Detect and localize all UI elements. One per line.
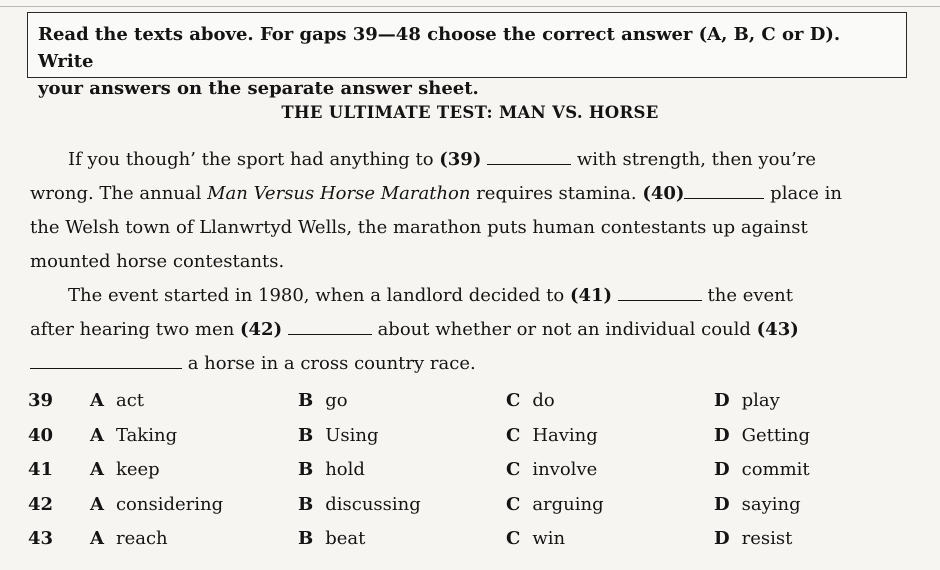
option-row-39 [28, 390, 908, 425]
option-39-b[interactable]: B go [298, 390, 348, 411]
text-title: THE ULTIMATE TEST: MAN VS. HORSE [281, 103, 659, 122]
paragraph-2-line-3: a horse in a cross country race. [30, 347, 925, 381]
option-43-c[interactable]: C win [506, 528, 566, 549]
option-40-c[interactable]: C Having [506, 424, 598, 446]
answer-options [28, 390, 908, 563]
paragraph-1 [30, 143, 925, 279]
option-43-a[interactable]: A reach [90, 528, 168, 549]
gap-41-number: (41) [569, 285, 613, 306]
option-row-43 [28, 528, 908, 563]
gap-40-blank[interactable] [684, 180, 764, 199]
paragraph-1-line-1: If you though’ the sport had anything to (39) with strength, then you’re [30, 143, 925, 177]
option-40-a[interactable]: A Taking [90, 424, 178, 446]
option-43-d[interactable]: D resist [714, 528, 793, 549]
gap-43-blank[interactable] [30, 350, 182, 369]
option-40-d[interactable]: D Getting [714, 424, 810, 446]
question-number: 43 [28, 528, 54, 549]
paragraph-2-line-1: The event started in 1980, when a landlord decided to (41) the event [30, 279, 925, 313]
option-42-a[interactable]: A considering [90, 493, 224, 515]
gap-43-number: (43) [756, 319, 799, 340]
gap-39-number: (39) [439, 149, 482, 170]
gap-42-blank[interactable] [288, 316, 372, 335]
option-42-d[interactable]: D saying [714, 493, 801, 515]
option-row-41 [28, 459, 908, 494]
instruction-line-1: Read the texts above. For gaps 39—48 choose the correct answer (A, B, C or D). Write [38, 24, 841, 72]
question-number: 42 [28, 493, 54, 515]
option-row-40 [28, 425, 908, 460]
question-number: 39 [28, 390, 54, 411]
option-41-c[interactable]: C involve [506, 459, 598, 480]
option-42-b[interactable]: B discussing [298, 493, 421, 515]
marathon-name: Man Versus Horse Marathon [207, 183, 471, 204]
option-39-a[interactable]: A act [90, 390, 145, 411]
question-number: 40 [28, 424, 54, 446]
paragraph-2 [30, 279, 925, 381]
paragraph-1-line-3: the Welsh town of Llanwrtyd Wells, the marathon puts human contestants up against [30, 217, 808, 238]
gap-41-blank[interactable] [618, 282, 702, 301]
option-41-b[interactable]: B hold [298, 459, 365, 480]
gap-40-number: (40) [642, 183, 685, 204]
option-40-b[interactable]: B Using [298, 424, 379, 446]
option-41-d[interactable]: D commit [714, 459, 810, 480]
gap-42-number: (42) [240, 319, 283, 340]
option-43-b[interactable]: B beat [298, 528, 366, 549]
paragraph-2-line-2: after hearing two men (42) about whether or not an individual could (43) [30, 313, 925, 347]
option-39-d[interactable]: D play [714, 390, 780, 411]
page-top-edge [0, 0, 940, 7]
instruction-box [27, 12, 907, 99]
paragraph-1-line-4: mounted horse contestants. [30, 251, 285, 272]
gap-39-blank[interactable] [487, 146, 571, 165]
option-row-42 [28, 494, 908, 529]
paragraph-1-line-2: wrong. The annual Man Versus Horse Marathon requires stamina. (40) place in [30, 177, 925, 211]
option-41-a[interactable]: A keep [90, 459, 160, 480]
option-42-c[interactable]: C arguing [506, 493, 604, 515]
instruction-line-2: your answers on the separate answer sheet. [38, 78, 479, 99]
question-number: 41 [28, 459, 54, 480]
option-39-c[interactable]: C do [506, 390, 555, 411]
